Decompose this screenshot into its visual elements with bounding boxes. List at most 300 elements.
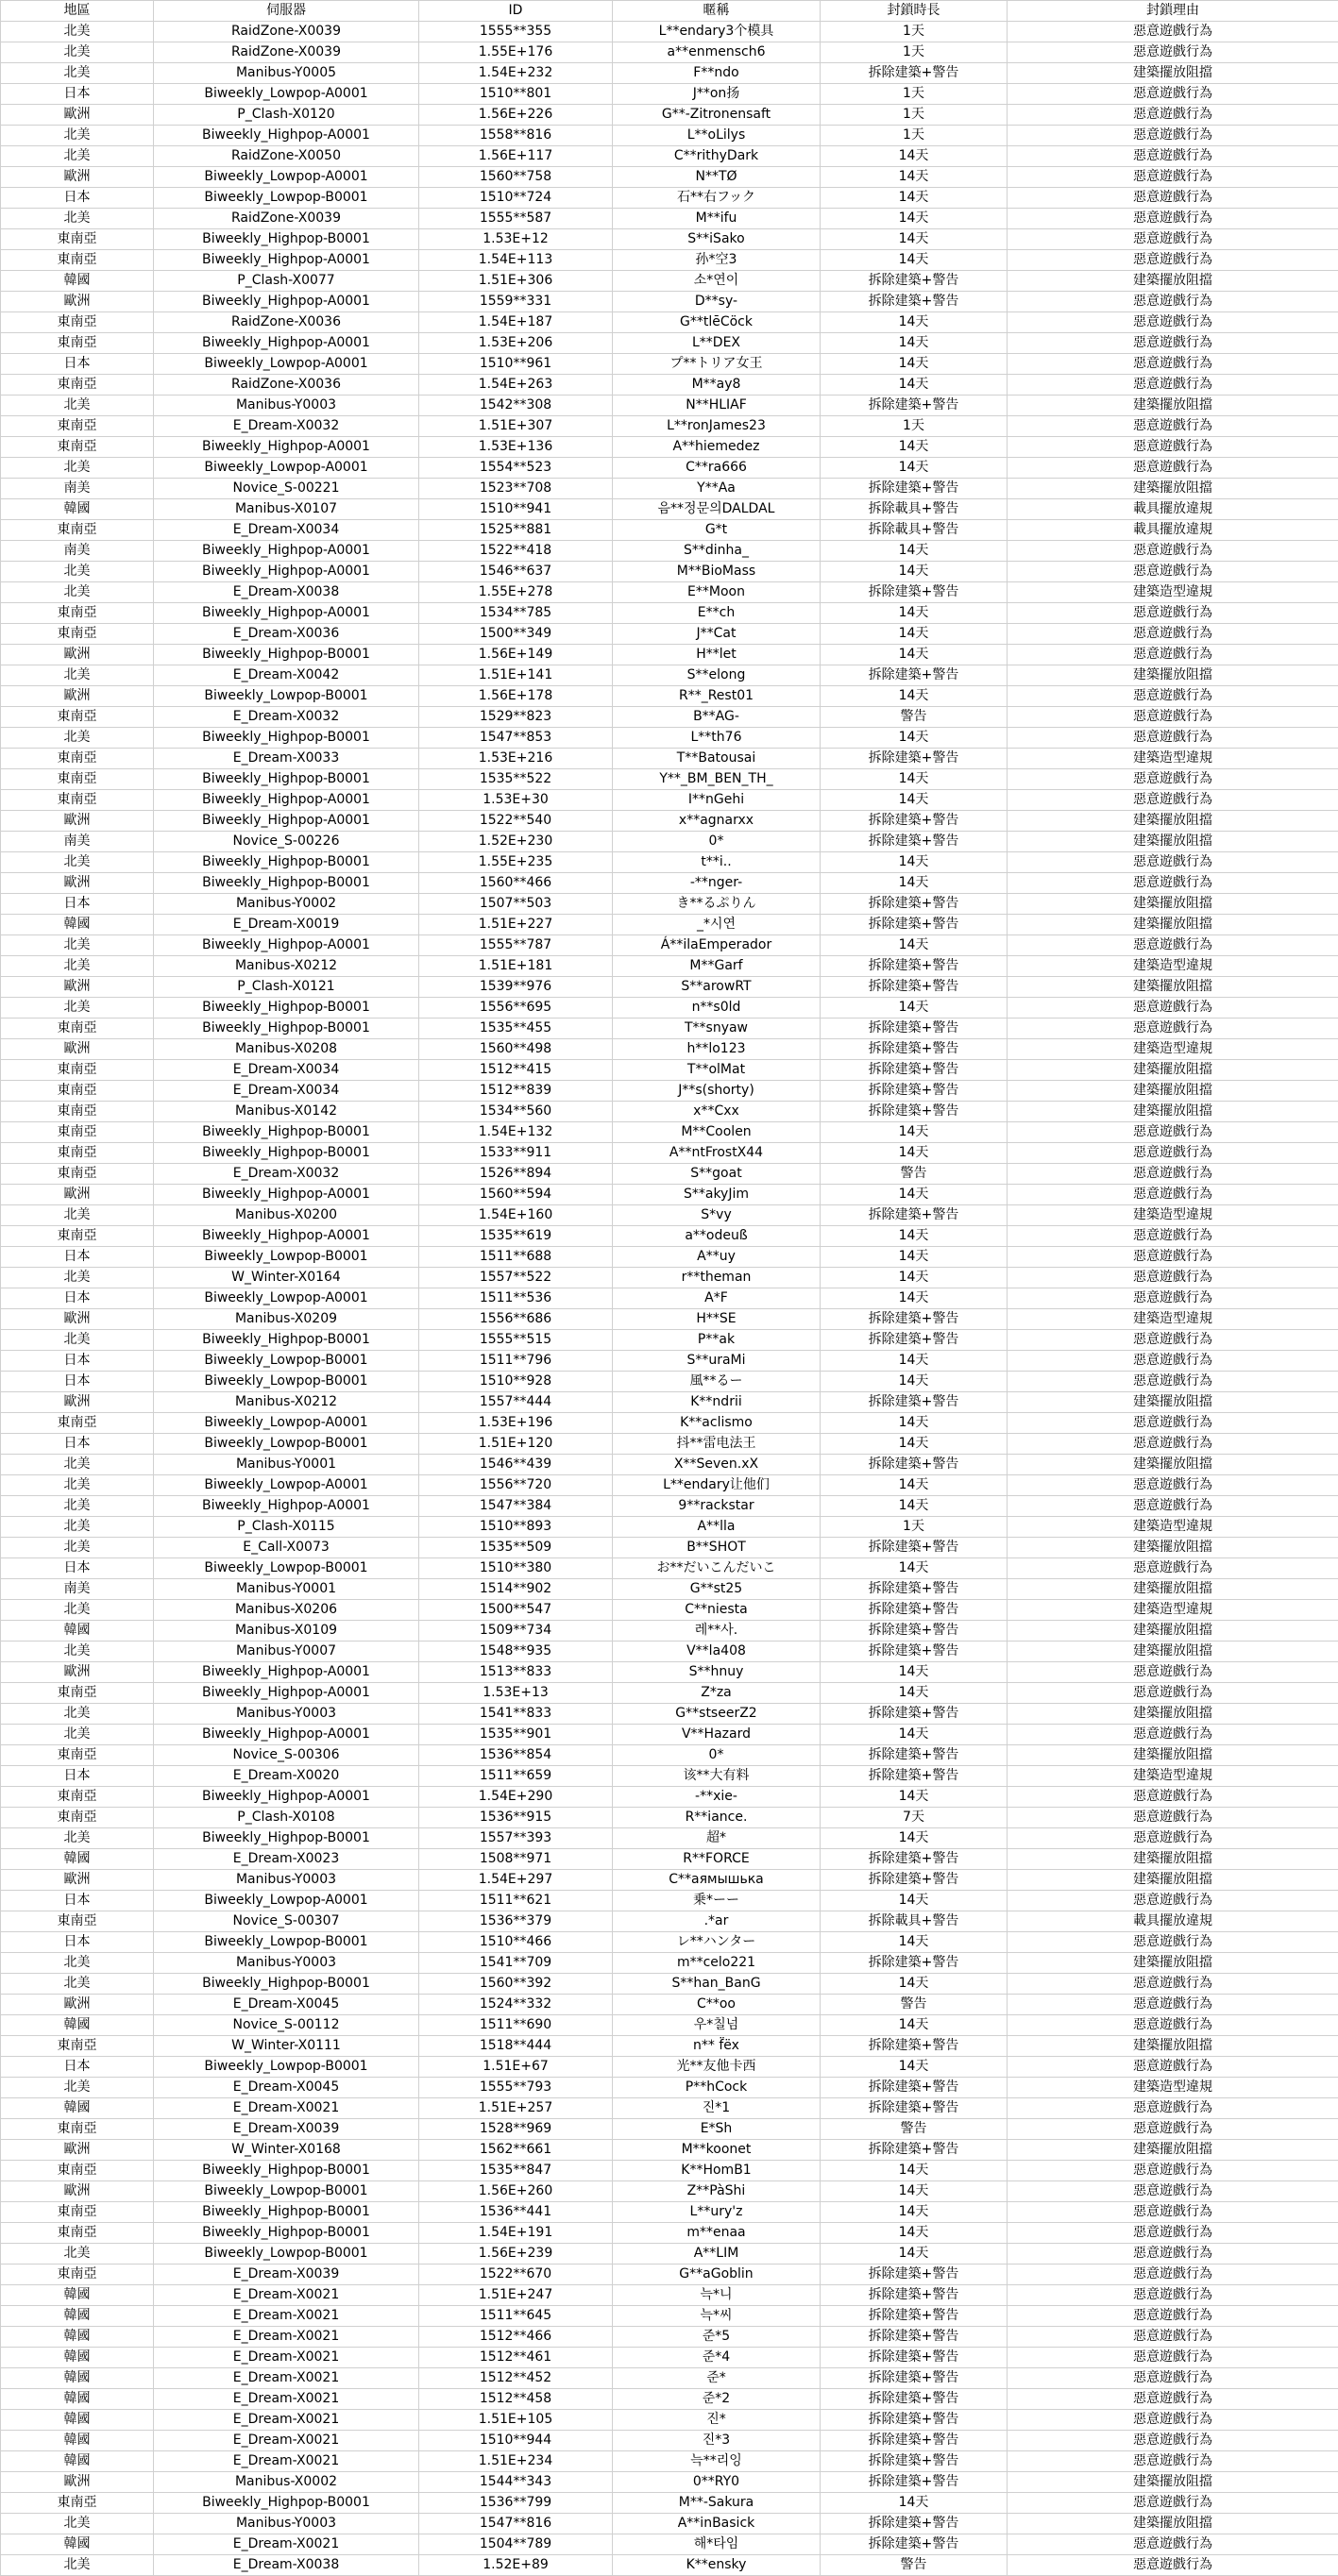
- cell-id: 1535**455: [419, 1019, 613, 1039]
- cell-nickname: t**i..: [613, 852, 821, 873]
- cell-server: E_Dream-X0045: [154, 2078, 419, 2098]
- cell-id: 1510**961: [419, 354, 613, 375]
- cell-id: 1.56E+226: [419, 105, 613, 126]
- cell-nickname: L**ury'z: [613, 2202, 821, 2223]
- cell-server: E_Dream-X0023: [154, 1849, 419, 1870]
- cell-server: Manibus-X0208: [154, 1039, 419, 1060]
- cell-region: 北美: [1, 1205, 154, 1226]
- cell-ban-reason: 惡意遊戲行為: [1008, 2181, 1338, 2202]
- cell-server: Biweekly_Lowpop-B0001: [154, 1372, 419, 1392]
- cell-ban-duration: 拆除建築+警告: [821, 1205, 1008, 1226]
- cell-server: Biweekly_Highpop-B0001: [154, 728, 419, 749]
- table-row: [1, 437, 1338, 458]
- cell-server: E_Dream-X0021: [154, 2285, 419, 2306]
- cell-region: 日本: [1, 84, 154, 105]
- cell-ban-duration: 拆除建築+警告: [821, 1039, 1008, 1060]
- table-row: [1, 998, 1338, 1019]
- cell-server: Manibus-X0002: [154, 2472, 419, 2493]
- table-row: [1, 686, 1338, 707]
- cell-id: 1533**911: [419, 1143, 613, 1164]
- cell-server: Biweekly_Highpop-A0001: [154, 603, 419, 624]
- cell-server: Biweekly_Lowpop-A0001: [154, 1891, 419, 1911]
- cell-id: 1510**380: [419, 1558, 613, 1579]
- cell-region: 東南亞: [1, 1226, 154, 1247]
- cell-ban-duration: 14天: [821, 1372, 1008, 1392]
- cell-server: E_Dream-X0032: [154, 416, 419, 437]
- cell-id: 1.51E+181: [419, 956, 613, 977]
- cell-ban-duration: 拆除建築+警告: [821, 665, 1008, 686]
- cell-region: 日本: [1, 354, 154, 375]
- table-row: [1, 1288, 1338, 1309]
- table-row: [1, 416, 1338, 437]
- cell-ban-duration: 14天: [821, 312, 1008, 333]
- cell-nickname: S*vy: [613, 1205, 821, 1226]
- cell-server: Biweekly_Highpop-B0001: [154, 229, 419, 250]
- cell-nickname: M**Coolen: [613, 1122, 821, 1143]
- cell-region: 韓國: [1, 499, 154, 520]
- cell-ban-reason: 惡意遊戲行為: [1008, 1808, 1338, 1828]
- table-row: [1, 1725, 1338, 1745]
- cell-region: 東南亞: [1, 1683, 154, 1704]
- cell-ban-duration: 拆除建築+警告: [821, 977, 1008, 998]
- cell-nickname: S**hnuy: [613, 1662, 821, 1683]
- cell-ban-reason: 惡意遊戲行為: [1008, 1828, 1338, 1849]
- cell-region: 東南亞: [1, 1164, 154, 1185]
- cell-ban-duration: 1天: [821, 416, 1008, 437]
- cell-ban-duration: 拆除建築+警告: [821, 1621, 1008, 1642]
- cell-id: 1511**690: [419, 2015, 613, 2036]
- cell-region: 東南亞: [1, 2036, 154, 2057]
- cell-ban-reason: 惡意遊戲行為: [1008, 1475, 1338, 1496]
- cell-nickname: T**snyaw: [613, 1019, 821, 1039]
- cell-nickname: m**enaa: [613, 2223, 821, 2244]
- cell-ban-duration: 1天: [821, 1517, 1008, 1538]
- table-row: [1, 2015, 1338, 2036]
- cell-id: 1.53E+12: [419, 229, 613, 250]
- cell-ban-reason: 惡意遊戲行為: [1008, 2119, 1338, 2140]
- cell-ban-reason: 建築擺放阻擋: [1008, 2140, 1338, 2161]
- cell-nickname: S**arowRT: [613, 977, 821, 998]
- cell-nickname: 진*1: [613, 2098, 821, 2119]
- cell-id: 1512**452: [419, 2368, 613, 2389]
- cell-server: Biweekly_Lowpop-B0001: [154, 1434, 419, 1455]
- table-row: [1, 956, 1338, 977]
- cell-server: Biweekly_Lowpop-A0001: [154, 1288, 419, 1309]
- cell-id: 1.55E+235: [419, 852, 613, 873]
- cell-ban-reason: 惡意遊戲行為: [1008, 2244, 1338, 2265]
- cell-nickname: 준*4: [613, 2348, 821, 2368]
- cell-nickname: G**stseerZ2: [613, 1704, 821, 1725]
- table-row: [1, 520, 1338, 541]
- cell-ban-reason: 惡意遊戲行為: [1008, 541, 1338, 562]
- cell-ban-duration: 14天: [821, 1413, 1008, 1434]
- cell-server: Biweekly_Highpop-A0001: [154, 562, 419, 582]
- cell-nickname: M**Garf: [613, 956, 821, 977]
- cell-id: 1.51E+120: [419, 1434, 613, 1455]
- table-row: [1, 1309, 1338, 1330]
- cell-nickname: m**celo221: [613, 1953, 821, 1974]
- cell-server: Biweekly_Highpop-A0001: [154, 1683, 419, 1704]
- cell-server: E_Dream-X0039: [154, 2119, 419, 2140]
- cell-region: 日本: [1, 1891, 154, 1911]
- cell-nickname: R**iance.: [613, 1808, 821, 1828]
- cell-server: W_Winter-X0111: [154, 2036, 419, 2057]
- cell-ban-reason: 惡意遊戲行為: [1008, 146, 1338, 167]
- cell-region: 韓國: [1, 2348, 154, 2368]
- cell-server: Biweekly_Highpop-B0001: [154, 1330, 419, 1351]
- cell-nickname: B**AG-: [613, 707, 821, 728]
- cell-server: Biweekly_Highpop-A0001: [154, 1496, 419, 1517]
- cell-ban-reason: 建築擺放阻擋: [1008, 479, 1338, 499]
- cell-id: 1500**349: [419, 624, 613, 645]
- table-row: [1, 1974, 1338, 1995]
- cell-server: Manibus-X0142: [154, 1102, 419, 1122]
- cell-id: 1557**522: [419, 1268, 613, 1288]
- cell-server: E_Dream-X0032: [154, 707, 419, 728]
- cell-id: 1.56E+260: [419, 2181, 613, 2202]
- cell-server: E_Dream-X0021: [154, 2306, 419, 2327]
- cell-ban-duration: 14天: [821, 458, 1008, 479]
- cell-server: E_Call-X0073: [154, 1538, 419, 1558]
- table-row: [1, 1932, 1338, 1953]
- cell-id: 1523**708: [419, 479, 613, 499]
- cell-ban-reason: 惡意遊戲行為: [1008, 2410, 1338, 2431]
- cell-server: Biweekly_Highpop-A0001: [154, 811, 419, 832]
- cell-server: Biweekly_Highpop-A0001: [154, 1226, 419, 1247]
- cell-ban-reason: 建築擺放阻擋: [1008, 1081, 1338, 1102]
- cell-ban-reason: 建築擺放阻擋: [1008, 1392, 1338, 1413]
- table-row: [1, 354, 1338, 375]
- cell-id: 1557**393: [419, 1828, 613, 1849]
- table-row: [1, 188, 1338, 209]
- cell-nickname: X**Seven.xX: [613, 1455, 821, 1475]
- cell-ban-reason: 惡意遊戲行為: [1008, 1413, 1338, 1434]
- table-row: [1, 333, 1338, 354]
- cell-nickname: 준*2: [613, 2389, 821, 2410]
- cell-ban-reason: 惡意遊戲行為: [1008, 2348, 1338, 2368]
- cell-ban-duration: 14天: [821, 229, 1008, 250]
- cell-id: 1.54E+232: [419, 63, 613, 84]
- cell-region: 東南亞: [1, 250, 154, 271]
- cell-nickname: -**xie-: [613, 1787, 821, 1808]
- cell-ban-reason: 建築擺放阻擋: [1008, 2514, 1338, 2534]
- cell-nickname: S**dinha_: [613, 541, 821, 562]
- cell-region: 北美: [1, 935, 154, 956]
- cell-nickname: F**ndo: [613, 63, 821, 84]
- cell-server: Manibus-Y0003: [154, 1704, 419, 1725]
- cell-region: 歐洲: [1, 645, 154, 665]
- cell-ban-duration: 拆除建築+警告: [821, 1870, 1008, 1891]
- cell-region: 歐洲: [1, 1039, 154, 1060]
- table-row: [1, 1060, 1338, 1081]
- cell-ban-duration: 拆除建築+警告: [821, 63, 1008, 84]
- table-row: [1, 749, 1338, 769]
- table-body: [1, 22, 1338, 2576]
- cell-nickname: S**iSako: [613, 229, 821, 250]
- cell-ban-reason: 惡意遊戲行為: [1008, 728, 1338, 749]
- cell-region: 日本: [1, 1372, 154, 1392]
- cell-server: RaidZone-X0036: [154, 375, 419, 396]
- cell-region: 歐洲: [1, 1185, 154, 1205]
- cell-server: Manibus-Y0001: [154, 1579, 419, 1600]
- cell-region: 東南亞: [1, 1413, 154, 1434]
- table-row: [1, 2285, 1338, 2306]
- cell-id: 1555**515: [419, 1330, 613, 1351]
- table-row: [1, 832, 1338, 852]
- cell-nickname: A**LIM: [613, 2244, 821, 2265]
- cell-region: 北美: [1, 1974, 154, 1995]
- table-row: [1, 1122, 1338, 1143]
- cell-ban-reason: 惡意遊戲行為: [1008, 42, 1338, 63]
- cell-region: 東南亞: [1, 624, 154, 645]
- cell-id: 1555**587: [419, 209, 613, 229]
- cell-id: 1541**833: [419, 1704, 613, 1725]
- cell-id: 1544**343: [419, 2472, 613, 2493]
- cell-server: Biweekly_Lowpop-B0001: [154, 2181, 419, 2202]
- cell-server: E_Dream-X0021: [154, 2327, 419, 2348]
- cell-id: 1.55E+278: [419, 582, 613, 603]
- cell-nickname: E**ch: [613, 603, 821, 624]
- cell-region: 北美: [1, 1268, 154, 1288]
- cell-nickname: 抖**雷电法王: [613, 1434, 821, 1455]
- table-row: [1, 2431, 1338, 2451]
- cell-server: Biweekly_Highpop-B0001: [154, 769, 419, 790]
- cell-server: Biweekly_Highpop-A0001: [154, 126, 419, 146]
- table-row: [1, 146, 1338, 167]
- cell-ban-duration: 拆除建築+警告: [821, 1579, 1008, 1600]
- cell-nickname: レ**ハンター: [613, 1932, 821, 1953]
- cell-nickname: Z**PàShi: [613, 2181, 821, 2202]
- column-header-region: 地區: [1, 1, 154, 22]
- table-row: [1, 811, 1338, 832]
- cell-nickname: C**rithyDark: [613, 146, 821, 167]
- cell-server: RaidZone-X0039: [154, 42, 419, 63]
- cell-ban-reason: 惡意遊戲行為: [1008, 2327, 1338, 2348]
- cell-server: Biweekly_Lowpop-B0001: [154, 1932, 419, 1953]
- cell-ban-duration: 拆除建築+警告: [821, 1953, 1008, 1974]
- cell-ban-reason: 惡意遊戲行為: [1008, 209, 1338, 229]
- cell-id: 1.56E+178: [419, 686, 613, 707]
- cell-region: 北美: [1, 728, 154, 749]
- cell-region: 歐洲: [1, 2181, 154, 2202]
- cell-ban-reason: 惡意遊戲行為: [1008, 354, 1338, 375]
- cell-id: 1557**444: [419, 1392, 613, 1413]
- cell-nickname: J**s(shorty): [613, 1081, 821, 1102]
- table-row: [1, 1642, 1338, 1662]
- cell-server: Biweekly_Highpop-A0001: [154, 250, 419, 271]
- cell-ban-duration: 14天: [821, 1268, 1008, 1288]
- table-row: [1, 1455, 1338, 1475]
- cell-id: 1560**594: [419, 1185, 613, 1205]
- cell-nickname: L**endary3个模具: [613, 22, 821, 42]
- cell-ban-duration: 14天: [821, 1226, 1008, 1247]
- cell-nickname: S**goat: [613, 1164, 821, 1185]
- table-row: [1, 1205, 1338, 1226]
- cell-region: 東南亞: [1, 1019, 154, 1039]
- table-row: [1, 2306, 1338, 2327]
- cell-id: 1556**686: [419, 1309, 613, 1330]
- cell-id: 1535**847: [419, 2161, 613, 2181]
- cell-id: 1559**331: [419, 292, 613, 312]
- cell-server: Biweekly_Highpop-B0001: [154, 1828, 419, 1849]
- cell-ban-duration: 14天: [821, 2015, 1008, 2036]
- cell-region: 北美: [1, 956, 154, 977]
- cell-id: 1518**444: [419, 2036, 613, 2057]
- cell-region: 韓國: [1, 1621, 154, 1642]
- cell-ban-reason: 建築造型違規: [1008, 1039, 1338, 1060]
- cell-server: Biweekly_Lowpop-A0001: [154, 458, 419, 479]
- cell-nickname: M**koonet: [613, 2140, 821, 2161]
- cell-id: 1.56E+117: [419, 146, 613, 167]
- cell-id: 1513**833: [419, 1662, 613, 1683]
- cell-nickname: 준*5: [613, 2327, 821, 2348]
- cell-ban-duration: 14天: [821, 624, 1008, 645]
- cell-nickname: _*시연: [613, 915, 821, 935]
- cell-region: 韓國: [1, 2306, 154, 2327]
- cell-ban-duration: 14天: [821, 146, 1008, 167]
- cell-server: Biweekly_Highpop-A0001: [154, 333, 419, 354]
- cell-server: Biweekly_Lowpop-B0001: [154, 1247, 419, 1268]
- cell-id: 1510**724: [419, 188, 613, 209]
- cell-ban-reason: 建築造型違規: [1008, 582, 1338, 603]
- cell-ban-duration: 警告: [821, 1164, 1008, 1185]
- cell-server: E_Dream-X0021: [154, 2431, 419, 2451]
- cell-ban-duration: 14天: [821, 1787, 1008, 1808]
- cell-id: 1511**659: [419, 1766, 613, 1787]
- cell-ban-reason: 惡意遊戲行為: [1008, 105, 1338, 126]
- cell-id: 1536**441: [419, 2202, 613, 2223]
- cell-ban-reason: 惡意遊戲行為: [1008, 1143, 1338, 1164]
- cell-region: 東南亞: [1, 1745, 154, 1766]
- table-row: [1, 2327, 1338, 2348]
- cell-id: 1535**522: [419, 769, 613, 790]
- cell-ban-duration: 14天: [821, 1185, 1008, 1205]
- cell-server: Manibus-X0109: [154, 1621, 419, 1642]
- cell-ban-reason: 惡意遊戲行為: [1008, 416, 1338, 437]
- table-row: [1, 22, 1338, 42]
- cell-id: 1547**384: [419, 1496, 613, 1517]
- cell-id: 1510**893: [419, 1517, 613, 1538]
- table-row: [1, 2119, 1338, 2140]
- cell-ban-duration: 拆除建築+警告: [821, 2431, 1008, 2451]
- cell-ban-duration: 14天: [821, 1351, 1008, 1372]
- table-row: [1, 2472, 1338, 2493]
- cell-id: 1504**789: [419, 2534, 613, 2555]
- cell-id: 1536**799: [419, 2493, 613, 2514]
- cell-ban-duration: 拆除建築+警告: [821, 2285, 1008, 2306]
- cell-region: 歐洲: [1, 292, 154, 312]
- cell-ban-duration: 拆除載具+警告: [821, 1911, 1008, 1932]
- cell-ban-duration: 14天: [821, 1683, 1008, 1704]
- table-row: [1, 105, 1338, 126]
- cell-server: Manibus-X0212: [154, 956, 419, 977]
- cell-ban-duration: 14天: [821, 354, 1008, 375]
- cell-ban-duration: 14天: [821, 188, 1008, 209]
- table-row: [1, 2534, 1338, 2555]
- cell-id: 1539**976: [419, 977, 613, 998]
- cell-nickname: 超*: [613, 1828, 821, 1849]
- cell-nickname: 该**大有料: [613, 1766, 821, 1787]
- cell-ban-reason: 惡意遊戲行為: [1008, 2057, 1338, 2078]
- cell-region: 歐洲: [1, 686, 154, 707]
- table-row: [1, 63, 1338, 84]
- table-row: [1, 1268, 1338, 1288]
- cell-ban-reason: 惡意遊戲行為: [1008, 437, 1338, 458]
- cell-ban-reason: 惡意遊戲行為: [1008, 1995, 1338, 2015]
- cell-ban-duration: 14天: [821, 935, 1008, 956]
- cell-server: Biweekly_Lowpop-B0001: [154, 1351, 419, 1372]
- cell-id: 1510**928: [419, 1372, 613, 1392]
- cell-region: 北美: [1, 582, 154, 603]
- cell-nickname: M**-Sakura: [613, 2493, 821, 2514]
- cell-region: 北美: [1, 2514, 154, 2534]
- table-row: [1, 728, 1338, 749]
- cell-ban-reason: 惡意遊戲行為: [1008, 2265, 1338, 2285]
- table-row: [1, 499, 1338, 520]
- cell-server: Biweekly_Lowpop-A0001: [154, 84, 419, 105]
- cell-ban-duration: 14天: [821, 1974, 1008, 1995]
- cell-region: 北美: [1, 1704, 154, 1725]
- cell-server: Manibus-X0206: [154, 1600, 419, 1621]
- cell-ban-duration: 14天: [821, 1434, 1008, 1455]
- cell-server: E_Dream-X0021: [154, 2098, 419, 2119]
- column-header-server: 伺服器: [154, 1, 419, 22]
- cell-ban-duration: 拆除建築+警告: [821, 915, 1008, 935]
- cell-ban-duration: 拆除建築+警告: [821, 479, 1008, 499]
- cell-ban-reason: 建築造型違規: [1008, 2078, 1338, 2098]
- cell-ban-reason: 惡意遊戲行為: [1008, 167, 1338, 188]
- cell-region: 東南亞: [1, 1143, 154, 1164]
- cell-region: 韓國: [1, 2368, 154, 2389]
- cell-id: 1510**466: [419, 1932, 613, 1953]
- cell-nickname: .*ar: [613, 1911, 821, 1932]
- cell-id: 1547**816: [419, 2514, 613, 2534]
- cell-region: 北美: [1, 63, 154, 84]
- cell-nickname: h**lo123: [613, 1039, 821, 1060]
- cell-ban-duration: 14天: [821, 333, 1008, 354]
- cell-ban-duration: 拆除建築+警告: [821, 1060, 1008, 1081]
- cell-server: Novice_S-00306: [154, 1745, 419, 1766]
- cell-nickname: C**oo: [613, 1995, 821, 2015]
- cell-ban-duration: 警告: [821, 2555, 1008, 2576]
- cell-server: Biweekly_Highpop-A0001: [154, 1725, 419, 1745]
- cell-id: 1511**645: [419, 2306, 613, 2327]
- table-row: [1, 1808, 1338, 1828]
- cell-ban-duration: 拆除建築+警告: [821, 811, 1008, 832]
- cell-id: 1536**915: [419, 1808, 613, 1828]
- cell-nickname: Y**_BM_BEN_TH_: [613, 769, 821, 790]
- cell-ban-reason: 惡意遊戲行為: [1008, 769, 1338, 790]
- cell-ban-duration: 14天: [821, 1143, 1008, 1164]
- cell-server: E_Dream-X0042: [154, 665, 419, 686]
- cell-region: 東南亞: [1, 2493, 154, 2514]
- cell-id: 1514**902: [419, 1579, 613, 1600]
- cell-server: Biweekly_Highpop-B0001: [154, 852, 419, 873]
- cell-server: E_Dream-X0032: [154, 1164, 419, 1185]
- cell-region: 北美: [1, 1538, 154, 1558]
- cell-ban-reason: 惡意遊戲行為: [1008, 2534, 1338, 2555]
- cell-ban-reason: 惡意遊戲行為: [1008, 22, 1338, 42]
- table-row: [1, 1766, 1338, 1787]
- table-row: [1, 1039, 1338, 1060]
- cell-nickname: 늑*니: [613, 2285, 821, 2306]
- cell-server: Manibus-Y0003: [154, 396, 419, 416]
- cell-id: 1.54E+263: [419, 375, 613, 396]
- cell-server: Biweekly_Highpop-B0001: [154, 645, 419, 665]
- cell-server: Biweekly_Highpop-B0001: [154, 2202, 419, 2223]
- cell-region: 北美: [1, 1600, 154, 1621]
- cell-server: E_Dream-X0038: [154, 582, 419, 603]
